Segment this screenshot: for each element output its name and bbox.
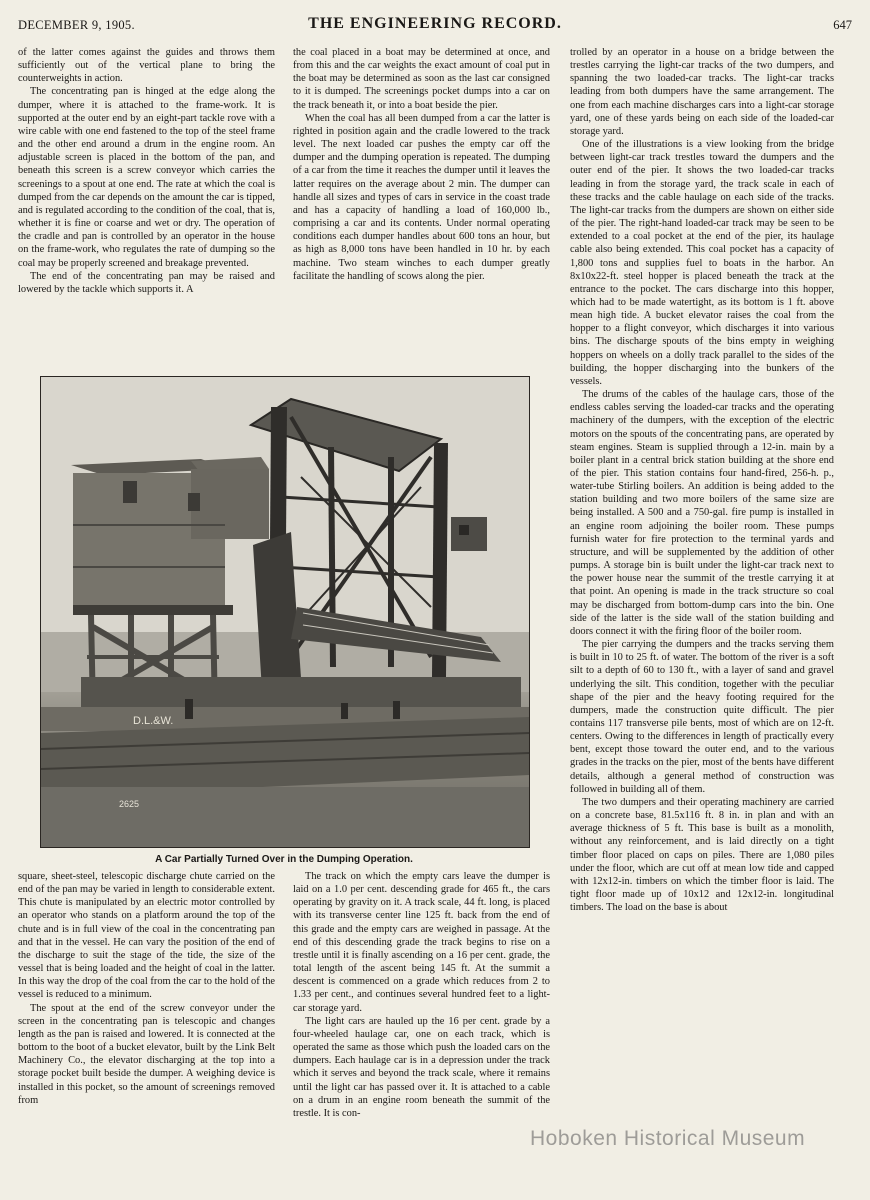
water (41, 787, 529, 847)
page-number: 647 (833, 18, 852, 32)
plate-number: 2625 (119, 799, 140, 809)
paragraph: The drums of the cables of the haulage cars, those of the endless cables serving the loaded-car tracks and the operating machinery of the dumpers, with the exception of the electric motors on the spouts of the concentrating pans, are operated by steam engines. Steam is supplied through a 12-in. main by a boiler plant in a central brick station building at the shore end of the pier. This station contains four hand-fired, 256-h. p., water-tube Stirling boilers. An addition is being added to the station building and two more boilers of the same size are being installed. A 500 and a 750-gal. fire pump is installed in an engine room adjoining the boiler room. These pumps furnish water for fire protection to the terminal yards and structure, and will be supplemented by the addition of other pumps. A storage bin is built under the light-car track next to the power house near the summit of the trestle carrying it at that point. An opening is made in the track structure so coal may be discharged from bottom-dump cars into the bin. One side of the latter is the side wall of the station building and doors connect it with the firing floor of the boiler room. (570, 389, 834, 637)
issue-date: DECEMBER 9, 1905. (18, 18, 135, 32)
paragraph: The end of the concentrating pan may be raised and lowered by the tackle which supports it. A (18, 270, 275, 295)
paragraph: of the latter comes against the guides and throws them sufficiently out of the vertical plane to bring the counterweights in action. (18, 47, 275, 85)
paragraph: The two dumpers and their operating machinery are carried on a concrete base, 81.5x116 ft. 8 in. in plan and with an average thickness of 5 ft. This base is built as a monolith, without any reinforcement, and is laid directly on a tight timber floor placed on caps on piles. There are 1,080 piles under the floor, which are cut off at mean low tide and capped with 12x12-in. timbers on which the timber floor is laid. The tight floor made up of 10x12 and 12x12-in. longitudinal timbers. The load on the base is about (570, 796, 834, 914)
paragraph: The concentrating pan is hinged at the edge along the dumper, where it is attached to the frame-work. It is supported at the outer end by an eight-part tackle rove with a wire cable with one end fastened to the top of the steel frame and the other end around a drum in the engine room. An adjustable screen is placed in the bottom of the pan, and beneath this screen is a screw conveyor which carries the screenings to a spout at one end. The rate at which the coal is dumped from the car depends on the amount the car is tipped, and is regulated according to the condition of the coal, that is, whether it is fine or coarse and wet or dry. The operation of the cradle and pan is controlled by an operator in the house on the frame-work, who regulates the rate of dumping so the coal may be properly screened and breakage prevented. (18, 86, 275, 269)
paragraph: trolled by an operator in a house on a bridge between the trestles carrying the light-car tracks of the two dumpers, and spanning the two loaded-car tracks. The light-car tracks leading from both dumpers have the same arrangement. The one from each machine discharges cars into a light-car storage yard, one of these yards being on each side of the loaded-car storage yard. (570, 47, 834, 137)
car-marking: D.L.&W. (133, 715, 174, 727)
column-1-top (18, 46, 275, 362)
dumper-illustration (41, 377, 529, 847)
dumper-photograph (40, 376, 530, 848)
column-1-bottom (18, 870, 275, 1176)
paragraph: The pier carrying the dumpers and the tracks serving them is built in 10 to 25 ft. of water. The bottom of the river is a soft silt to a depth of 60 to 130 ft., with a layer of sand and gravel underlying the silt. This condition, together with the peculiar shape of the pier and the heavy footing required for the dumpers, made the construction quite difficult. The pier contains 117 transverse pile bents, most of which are on 12-ft. centers. Owing to the differences in length of practically every bent, except those toward the outer end, and to the various grades in the tracks on the pier, most of the bents have different details, although a general method of construction was followed in building all of them. (570, 639, 834, 795)
column-2-bottom (293, 870, 550, 1176)
paragraph: square, sheet-steel, telescopic discharge chute carried on the end of the pan may be varied in length to considerable extent. This chute is manipulated by an electric motor controlled by an operator who stands on a platform around the top of the chute and is in full view of the coal in the concentrating pan and that in the vessel. He can vary the position of the end of the discharge to suit the stage of the tide, the size of the vessel that is being loaded and the height of coal in the latter. In this way the drop of the coal from the car to the hold of the vessel is reduced to a minimum. (18, 871, 275, 1001)
paragraph: One of the illustrations is a view looking from the bridge between light-car track trestles toward the dumpers and the outer end of the pier. It shows the two loaded-car tracks leading in from the storage yard, the track scale in each of these tracks and the cable haulage on each side of the tracks. The light-car tracks from the dumpers are shown on either side of the pier. The right-hand loaded-car track may be seen to be extended to a coal pocket at the end of the pier, its haulage cable also being extended. This coal pocket has a capacity of 1,800 tons and supplies fuel to boats in the harbor. An 8x10x22-ft. steel hopper is placed beneath the track at the entrance to the pocket. The cars discharge into this hopper, which had to be made watertight, as its bottom is 1 ft. above mean high tide. A bucket elevator raises the coal from the hopper to a flight conveyor, which discharges it into various bins. The discharge spouts of the bins empty in weighing hoppers on wheels on a dolly track parallel to the sides of the building, the hopper discharging into the bunkers of the vessels. (570, 139, 834, 387)
running-header (18, 15, 852, 37)
column-2-top (293, 46, 550, 364)
paragraph: When the coal has all been dumped from a car the latter is righted in position again and the cradle lowered to the track level. The next loaded car pushes the empty car off the dumper and the dumping operation is repeated. The dumping of a car from the time it reaches the dumper until it leaves the latter requires on the average about 2 min. The dumper can handle all sizes and types of cars in service in the coast trade and has a capacity of handling a load of 160,000 lb., comprising a car and its contents. Under normal operating conditions each dumper handles about 600 tons an hour, but as high as 8,000 tons have been handled in 10 hr. by each machine. Two steam winches to each dumper greatly facilitate the handling of scows along the pier. (293, 112, 550, 282)
figure-caption: A Car Partially Turned Over in the Dumping Operation. (155, 854, 413, 865)
column-3 (570, 46, 834, 1178)
museum-watermark: Hoboken Historical Museum (530, 1127, 806, 1150)
paragraph: The spout at the end of the screw conveyor under the screen in the concentrating pan is telescopic and changes length as the pan is raised and lowered. It is connected at the bottom to the boot of a bucket elevator, built by the Link Belt Machinery Co., the elevator discharging at the top into a storage pocket built beside the dumper. A weighing device is installed in this pocket, so the amount of screenings removed from (18, 1002, 275, 1106)
paragraph: The light cars are hauled up the 16 per cent. grade by a four-wheeled haulage car, one on each track, which is operated the same as those which push the loaded cars on the dumpers. Each haulage car is in a depression under the track which it serves and beyond the track scale, where it remains until the light car has passed over it. It is attached to a cable on a drum in an engine room beneath the summit of the trestle. It is con- (293, 1015, 550, 1119)
journal-title: THE ENGINEERING RECORD. (308, 15, 562, 32)
paragraph: the coal placed in a boat may be determined at once, and from this and the car weights the exact amount of coal put in the boat may be determined as soon as the last car consigned to it is dumped. The screenings pocket dumps into a car on the track beneath it, or into a boat beside the pier. (293, 47, 550, 111)
paragraph: The track on which the empty cars leave the dumper is laid on a 1.0 per cent. descending grade for 465 ft., the cars operating by gravity on it. A track scale, 44 ft. long, is placed with its transverse center line 125 ft. back from the end of this grade and the empty cars are weighed in passage. At the end of this descending grade the track begins to rise on a trestle until it is finally ascending on a 16 per cent. grade, the total length of the ascent being 145 ft. At the summit a descent is commenced on a grade which reduces from 2 to 1.33 per cent., and continues several hundred feet to a light-car storage yard. (293, 871, 550, 1014)
